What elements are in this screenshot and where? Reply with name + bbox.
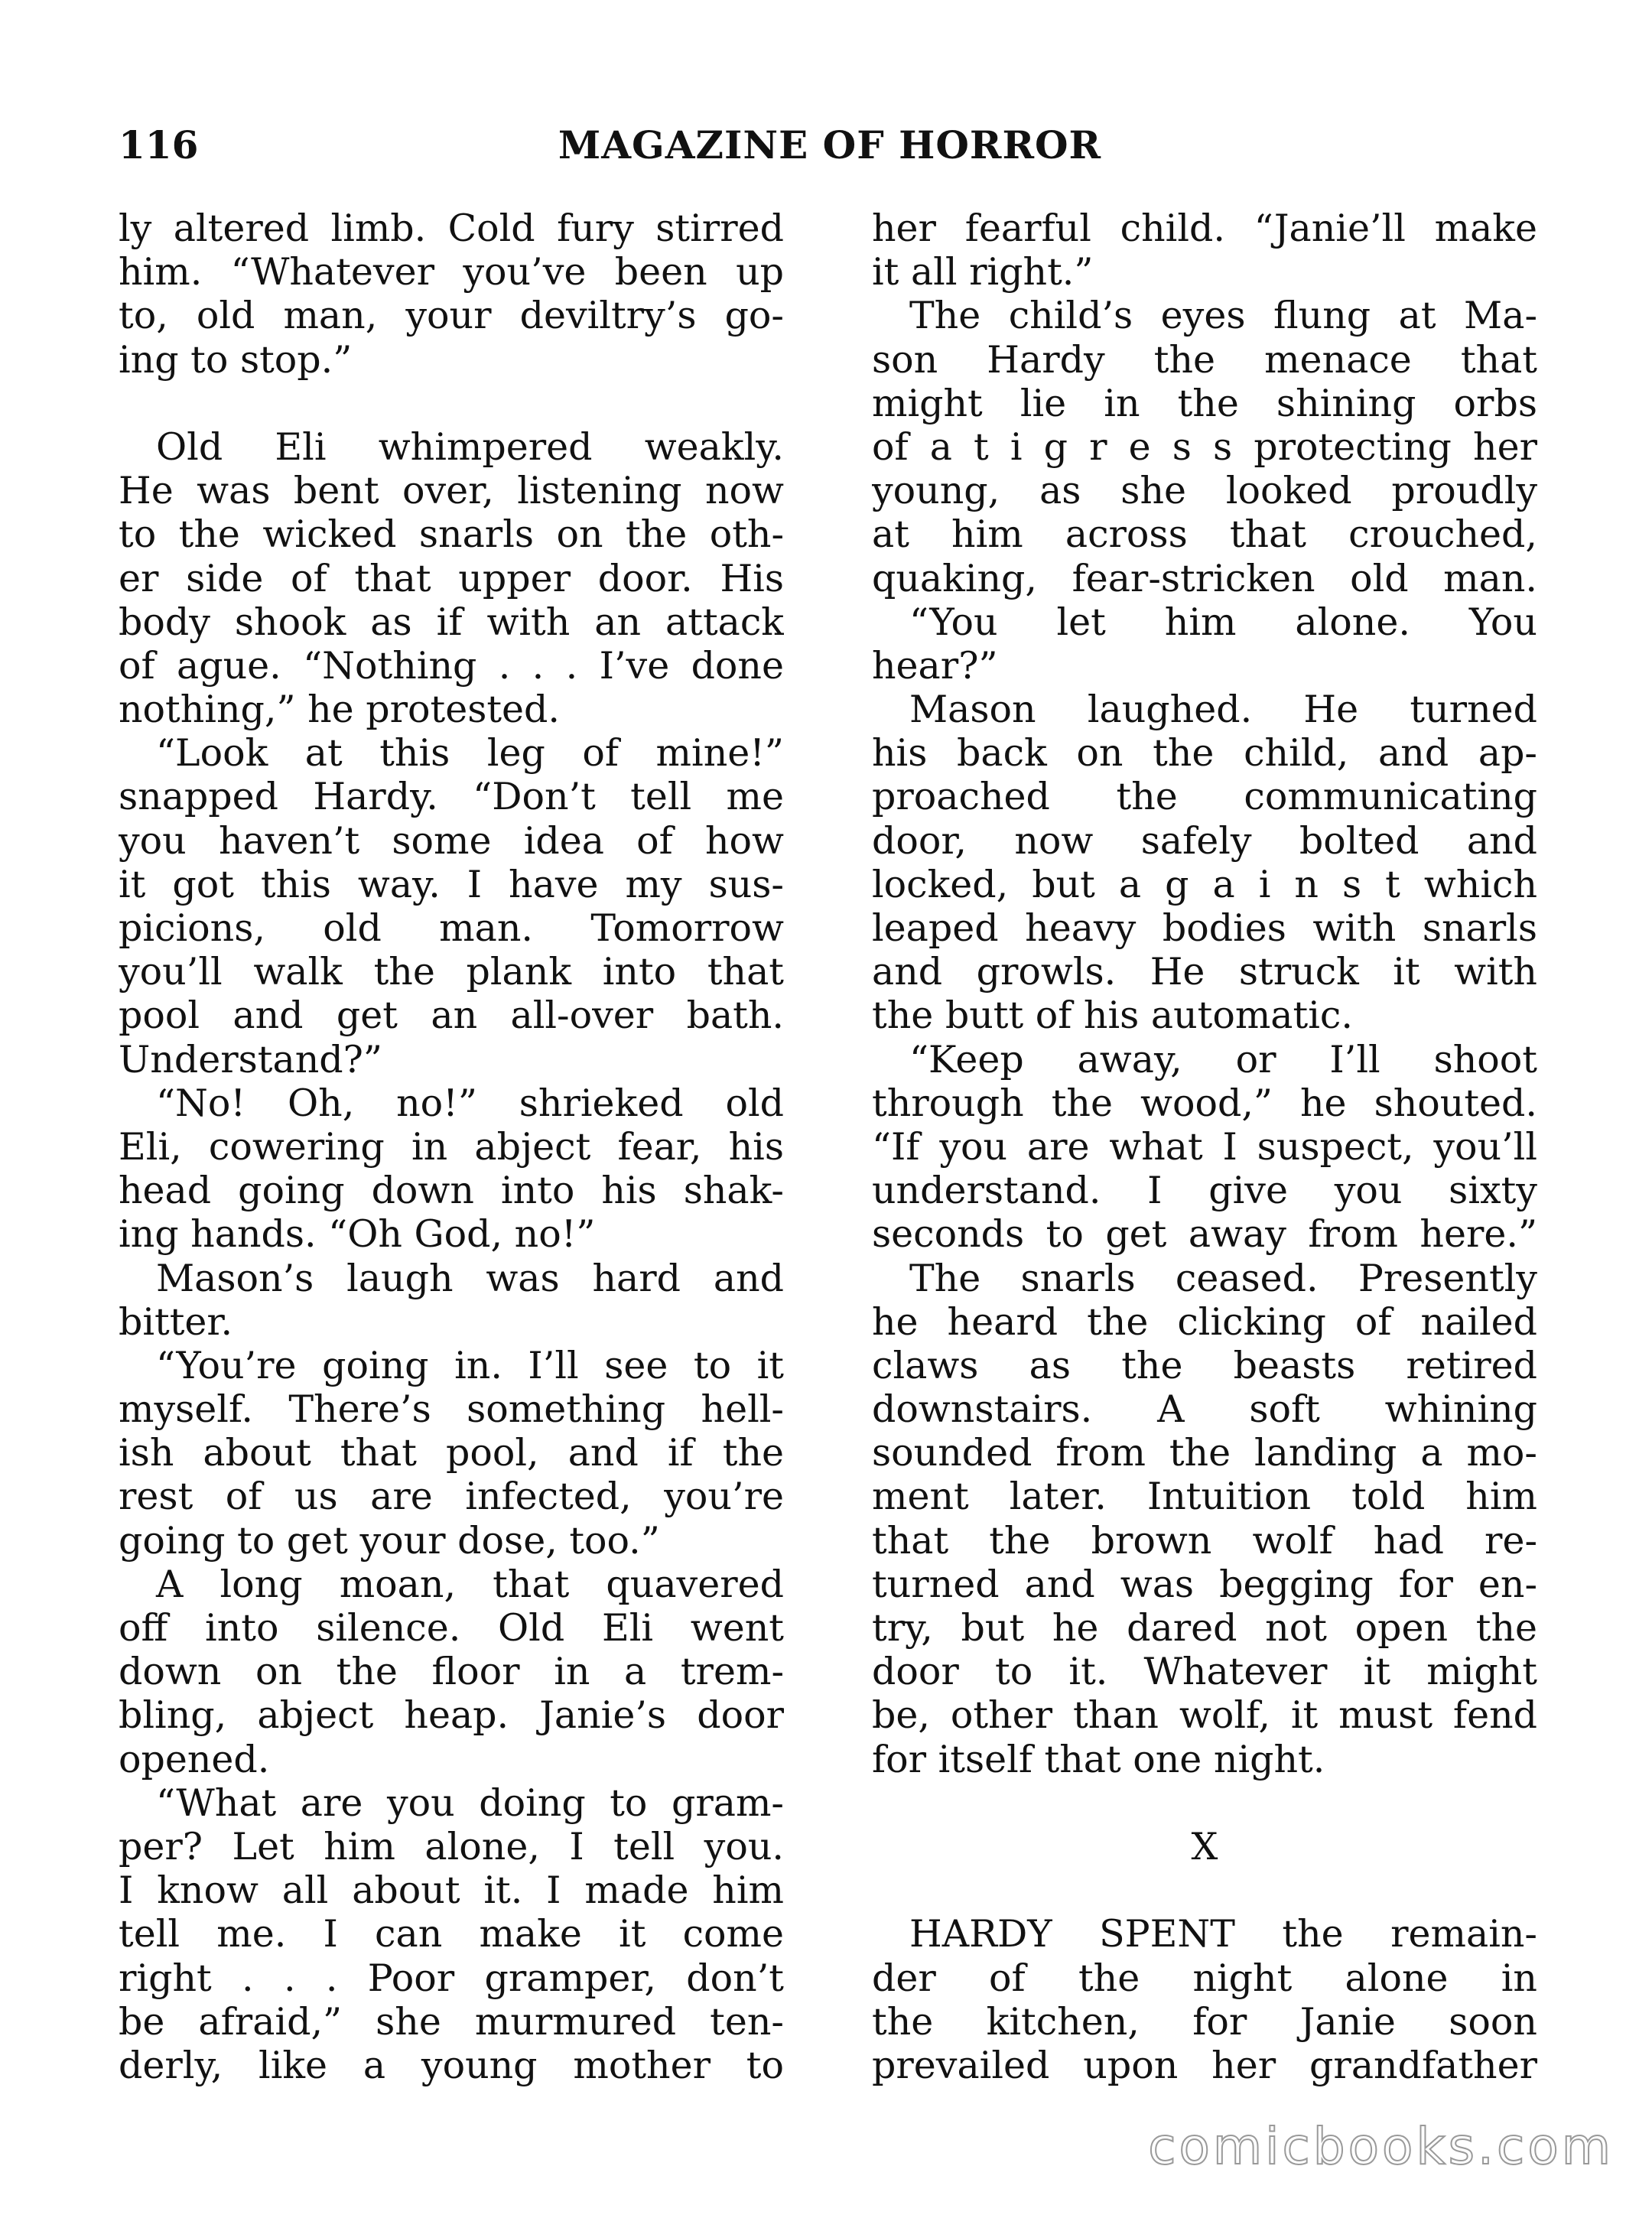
text-line bbox=[872, 1781, 1537, 1825]
text-line: sounded from the landing a mo- bbox=[872, 1431, 1537, 1475]
text-line: er side of that upper door. His bbox=[119, 556, 784, 600]
text-line: understand. I give you sixty bbox=[872, 1169, 1537, 1213]
page-header bbox=[119, 122, 1541, 168]
text-line: Understand?” bbox=[119, 1037, 382, 1081]
text-line bbox=[119, 382, 784, 425]
text-line: proached the communicating bbox=[872, 775, 1537, 819]
text-line: head going down into his shak- bbox=[119, 1169, 784, 1213]
text-line: pool and get an all-over bath. bbox=[119, 994, 784, 1038]
text-line: Mason’s laugh was hard and bbox=[119, 1256, 784, 1300]
text-line: claws as the beasts retired bbox=[872, 1343, 1537, 1387]
text-line: tell me. I can make it come bbox=[119, 1912, 784, 1956]
text-line: that the brown wolf had re- bbox=[872, 1518, 1537, 1563]
text-line bbox=[872, 1868, 1537, 1912]
text-line: door, now safely bolted and bbox=[872, 818, 1537, 863]
text-column-right bbox=[872, 207, 1537, 2087]
text-line: her fearful child. “Janie’ll make bbox=[872, 207, 1537, 250]
text-line: snapped Hardy. “Don’t tell me bbox=[119, 775, 784, 819]
text-line: downstairs. A soft whining bbox=[872, 1387, 1537, 1432]
text-line: to, old man, your deviltry’s go- bbox=[119, 294, 784, 338]
text-line: A long moan, that quavered bbox=[119, 1562, 784, 1606]
text-line: at him across that crouched, bbox=[872, 512, 1537, 557]
text-line: per? Let him alone, I tell you. bbox=[119, 1824, 784, 1868]
text-line: Eli, cowering in abject fear, his bbox=[119, 1124, 784, 1169]
text-line: “You’re going in. I’ll see to it bbox=[119, 1343, 784, 1387]
watermark-logo: comicbooks.com bbox=[1148, 2117, 1614, 2176]
text-line: you haven’t some idea of how bbox=[119, 818, 784, 863]
text-line: der of the night alone in bbox=[872, 1956, 1537, 2000]
text-line: “What are you doing to gram- bbox=[119, 1781, 784, 1825]
text-line: of a t i g r e s s protecting her bbox=[872, 424, 1537, 469]
text-line: going to get your dose, too.” bbox=[119, 1518, 660, 1563]
text-line: leaped heavy bodies with snarls bbox=[872, 906, 1537, 950]
text-line: ly altered limb. Cold fury stirred bbox=[119, 207, 784, 250]
text-line: locked, but a g a i n s t which bbox=[872, 862, 1537, 906]
text-line: “Keep away, or I’ll shoot bbox=[872, 1037, 1537, 1081]
text-line: The snarls ceased. Presently bbox=[872, 1256, 1537, 1300]
text-line: for itself that one night. bbox=[872, 1737, 1325, 1781]
text-line: him. “Whatever you’ve been up bbox=[119, 250, 784, 294]
text-line: ment later. Intuition told him bbox=[872, 1475, 1537, 1519]
text-line: down on the floor in a trem- bbox=[119, 1650, 784, 1694]
text-line: ish about that pool, and if the bbox=[119, 1431, 784, 1475]
text-line: he heard the clicking of nailed bbox=[872, 1299, 1537, 1344]
text-line: door to it. Whatever it might bbox=[872, 1650, 1537, 1694]
text-line: seconds to get away from here.” bbox=[872, 1212, 1537, 1257]
running-title: MAGAZINE OF HORROR bbox=[558, 122, 1102, 167]
text-line: prevailed upon her grandfather bbox=[872, 2043, 1537, 2087]
text-line: He was bent over, listening now bbox=[119, 469, 784, 513]
text-line: try, but he dared not open the bbox=[872, 1606, 1537, 1650]
text-line: you’ll walk the plank into that bbox=[119, 950, 784, 994]
text-line: son Hardy the menace that bbox=[872, 337, 1537, 382]
text-line: ing hands. “Oh God, no!” bbox=[119, 1212, 596, 1257]
text-line: derly, like a young mother to bbox=[119, 2043, 784, 2087]
text-line: “No! Oh, no!” shrieked old bbox=[119, 1081, 784, 1125]
text-line: HARDY SPENT the remain- bbox=[872, 1912, 1537, 1956]
text-line: “Look at this leg of mine!” bbox=[119, 731, 784, 776]
text-line: body shook as if with an attack bbox=[119, 600, 784, 644]
text-line: young, as she looked proudly bbox=[872, 469, 1537, 513]
text-line: “If you are what I suspect, you’ll bbox=[872, 1124, 1537, 1169]
text-line: opened. bbox=[119, 1737, 270, 1781]
text-line: through the wood,” he shouted. bbox=[872, 1081, 1537, 1125]
text-line: of ague. “Nothing . . . I’ve done bbox=[119, 643, 784, 688]
text-line: hear?” bbox=[872, 643, 998, 688]
text-line: be afraid,” she murmured ten- bbox=[119, 1999, 784, 2044]
text-line: myself. There’s something hell- bbox=[119, 1387, 784, 1432]
text-line: the kitchen, for Janie soon bbox=[872, 1999, 1537, 2044]
text-line: right . . . Poor gramper, don’t bbox=[119, 1956, 784, 2000]
text-line: turned and was begging for en- bbox=[872, 1562, 1537, 1606]
text-line: off into silence. Old Eli went bbox=[119, 1606, 784, 1650]
text-line: the butt of his automatic. bbox=[872, 994, 1353, 1038]
text-line: “You let him alone. You bbox=[872, 600, 1537, 644]
text-line: Old Eli whimpered weakly. bbox=[119, 424, 784, 469]
text-line: nothing,” he protested. bbox=[119, 688, 560, 732]
text-column-left bbox=[119, 207, 784, 2087]
text-line: The child’s eyes flung at Ma- bbox=[872, 294, 1537, 338]
text-line: and growls. He struck it with bbox=[872, 950, 1537, 994]
text-line: rest of us are infected, you’re bbox=[119, 1475, 784, 1519]
text-line: to the wicked snarls on the oth- bbox=[119, 512, 784, 557]
text-line: quaking, fear-stricken old man. bbox=[872, 556, 1537, 600]
text-line: his back on the child, and ap- bbox=[872, 731, 1537, 776]
text-line: Mason laughed. He turned bbox=[872, 688, 1537, 732]
text-line: I know all about it. I made him bbox=[119, 1868, 784, 1913]
text-line: bitter. bbox=[119, 1299, 233, 1344]
text-line: it got this way. I have my sus- bbox=[119, 862, 784, 906]
page-number: 116 bbox=[119, 122, 199, 167]
text-line: ing to stop.” bbox=[119, 337, 353, 382]
text-line: it all right.” bbox=[872, 250, 1094, 294]
text-line: picions, old man. Tomorrow bbox=[119, 906, 784, 950]
section-heading: X bbox=[1191, 1824, 1218, 1868]
text-line: bling, abject heap. Janie’s door bbox=[119, 1693, 784, 1738]
text-line: be, other than wolf, it must fend bbox=[872, 1693, 1537, 1738]
text-line: might lie in the shining orbs bbox=[872, 381, 1537, 425]
